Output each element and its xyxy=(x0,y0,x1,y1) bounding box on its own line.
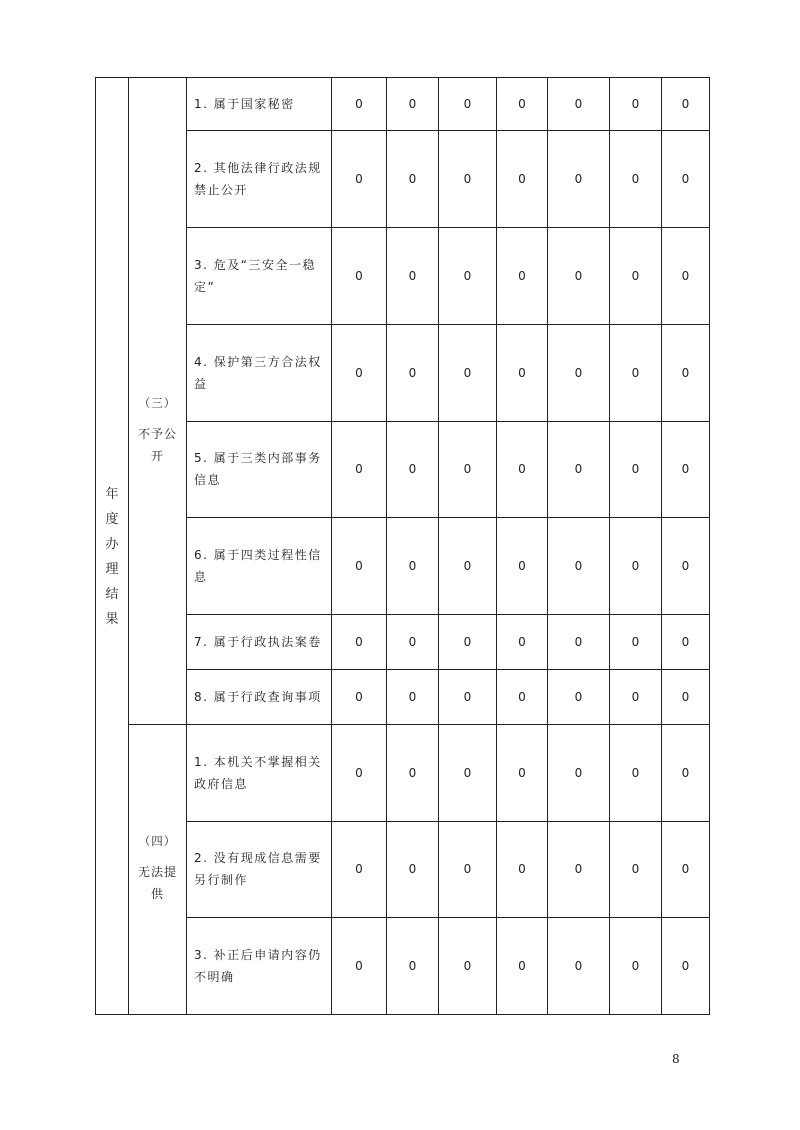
category-number: （三） xyxy=(138,395,177,410)
value-cell: 0 xyxy=(332,228,387,325)
item-text: 1. 属于国家秘密 xyxy=(194,97,295,112)
value-cell: 0 xyxy=(332,421,387,518)
table-row xyxy=(96,324,710,421)
table-row xyxy=(96,518,710,615)
item-text: 8. 属于行政查询事项 xyxy=(194,690,322,705)
value-cell: 0 xyxy=(387,518,439,615)
item-text: 2. 没有现成信息需要另行制作 xyxy=(194,851,322,888)
value-cell: 0 xyxy=(387,131,439,228)
table-row xyxy=(96,131,710,228)
category-number: （四） xyxy=(138,834,177,849)
value-cell: 0 xyxy=(439,421,497,518)
value-cell: 0 xyxy=(548,724,610,821)
value-cell: 0 xyxy=(497,518,548,615)
value-cell: 0 xyxy=(387,421,439,518)
item-cell xyxy=(187,421,332,518)
category-cell xyxy=(129,78,187,725)
item-cell xyxy=(187,614,332,669)
value-cell: 0 xyxy=(387,324,439,421)
value-cell: 0 xyxy=(439,670,497,724)
value-cell: 0 xyxy=(387,614,439,669)
value-cell: 0 xyxy=(439,518,497,615)
section-label: 年 度 办 理 结 果 xyxy=(105,487,119,627)
item-text: 4. 保护第三方合法权益 xyxy=(194,354,322,391)
item-text: 5. 属于三类内部事务信息 xyxy=(194,451,322,488)
item-cell xyxy=(187,918,332,1015)
value-cell: 0 xyxy=(662,78,710,131)
category-label: 无法提供 xyxy=(137,865,177,902)
item-text: 2. 其他法律行政法规禁止公开 xyxy=(194,161,322,198)
value-cell: 0 xyxy=(439,78,497,131)
item-cell xyxy=(187,670,332,724)
value-cell: 0 xyxy=(662,228,710,325)
value-cell: 0 xyxy=(548,821,610,918)
table-row xyxy=(96,918,710,1015)
item-cell xyxy=(187,78,332,131)
value-cell: 0 xyxy=(662,131,710,228)
value-cell: 0 xyxy=(332,918,387,1015)
value-cell: 0 xyxy=(332,614,387,669)
table-row xyxy=(96,821,710,918)
value-cell: 0 xyxy=(332,821,387,918)
value-cell: 0 xyxy=(387,821,439,918)
value-cell: 0 xyxy=(610,918,662,1015)
value-cell: 0 xyxy=(497,670,548,724)
item-cell xyxy=(187,131,332,228)
value-cell: 0 xyxy=(610,421,662,518)
table-row xyxy=(96,724,710,821)
value-cell: 0 xyxy=(439,228,497,325)
value-cell: 0 xyxy=(610,670,662,724)
value-cell: 0 xyxy=(497,78,548,131)
value-cell: 0 xyxy=(610,131,662,228)
value-cell: 0 xyxy=(497,228,548,325)
value-cell: 0 xyxy=(610,821,662,918)
category-cell xyxy=(129,724,187,1014)
value-cell: 0 xyxy=(332,78,387,131)
table-row xyxy=(96,421,710,518)
item-text: 3. 补正后申请内容仍不明确 xyxy=(194,948,322,985)
item-text: 7. 属于行政执法案卷 xyxy=(194,635,322,650)
results-table xyxy=(95,77,710,1015)
value-cell: 0 xyxy=(497,131,548,228)
value-cell: 0 xyxy=(332,324,387,421)
value-cell: 0 xyxy=(439,131,497,228)
value-cell: 0 xyxy=(387,724,439,821)
value-cell: 0 xyxy=(497,324,548,421)
table-row xyxy=(96,614,710,669)
value-cell: 0 xyxy=(497,724,548,821)
value-cell: 0 xyxy=(662,518,710,615)
value-cell: 0 xyxy=(439,324,497,421)
value-cell: 0 xyxy=(610,228,662,325)
value-cell: 0 xyxy=(548,421,610,518)
item-cell xyxy=(187,724,332,821)
value-cell: 0 xyxy=(662,670,710,724)
value-cell: 0 xyxy=(610,614,662,669)
table-row xyxy=(96,78,710,131)
value-cell: 0 xyxy=(548,614,610,669)
value-cell: 0 xyxy=(332,670,387,724)
value-cell: 0 xyxy=(497,918,548,1015)
value-cell: 0 xyxy=(332,724,387,821)
value-cell: 0 xyxy=(439,614,497,669)
value-cell: 0 xyxy=(387,670,439,724)
value-cell: 0 xyxy=(548,131,610,228)
value-cell: 0 xyxy=(610,78,662,131)
value-cell: 0 xyxy=(662,918,710,1015)
value-cell: 0 xyxy=(332,518,387,615)
value-cell: 0 xyxy=(610,724,662,821)
value-cell: 0 xyxy=(548,670,610,724)
item-cell xyxy=(187,821,332,918)
value-cell: 0 xyxy=(610,518,662,615)
value-cell: 0 xyxy=(548,918,610,1015)
section-label-cell xyxy=(96,78,129,1015)
value-cell: 0 xyxy=(497,421,548,518)
value-cell: 0 xyxy=(439,918,497,1015)
value-cell: 0 xyxy=(662,324,710,421)
value-cell: 0 xyxy=(497,614,548,669)
value-cell: 0 xyxy=(387,918,439,1015)
value-cell: 0 xyxy=(662,614,710,669)
value-cell: 0 xyxy=(548,324,610,421)
value-cell: 0 xyxy=(548,78,610,131)
value-cell: 0 xyxy=(387,78,439,131)
item-text: 3. 危及“三安全一稳定” xyxy=(194,257,316,294)
value-cell: 0 xyxy=(497,821,548,918)
value-cell: 0 xyxy=(548,518,610,615)
item-text: 6. 属于四类过程性信息 xyxy=(194,548,322,585)
category-label: 不予公开 xyxy=(137,426,177,463)
value-cell: 0 xyxy=(662,421,710,518)
value-cell: 0 xyxy=(662,821,710,918)
item-cell xyxy=(187,518,332,615)
value-cell: 0 xyxy=(387,228,439,325)
item-cell xyxy=(187,228,332,325)
value-cell: 0 xyxy=(439,724,497,821)
value-cell: 0 xyxy=(439,821,497,918)
value-cell: 0 xyxy=(548,228,610,325)
value-cell: 0 xyxy=(610,324,662,421)
item-text: 1. 本机关不掌握相关政府信息 xyxy=(194,754,322,791)
value-cell: 0 xyxy=(332,131,387,228)
value-cell: 0 xyxy=(662,724,710,821)
table-row xyxy=(96,670,710,724)
table-row xyxy=(96,228,710,325)
item-cell xyxy=(187,324,332,421)
page-number: 8 xyxy=(672,1052,680,1066)
